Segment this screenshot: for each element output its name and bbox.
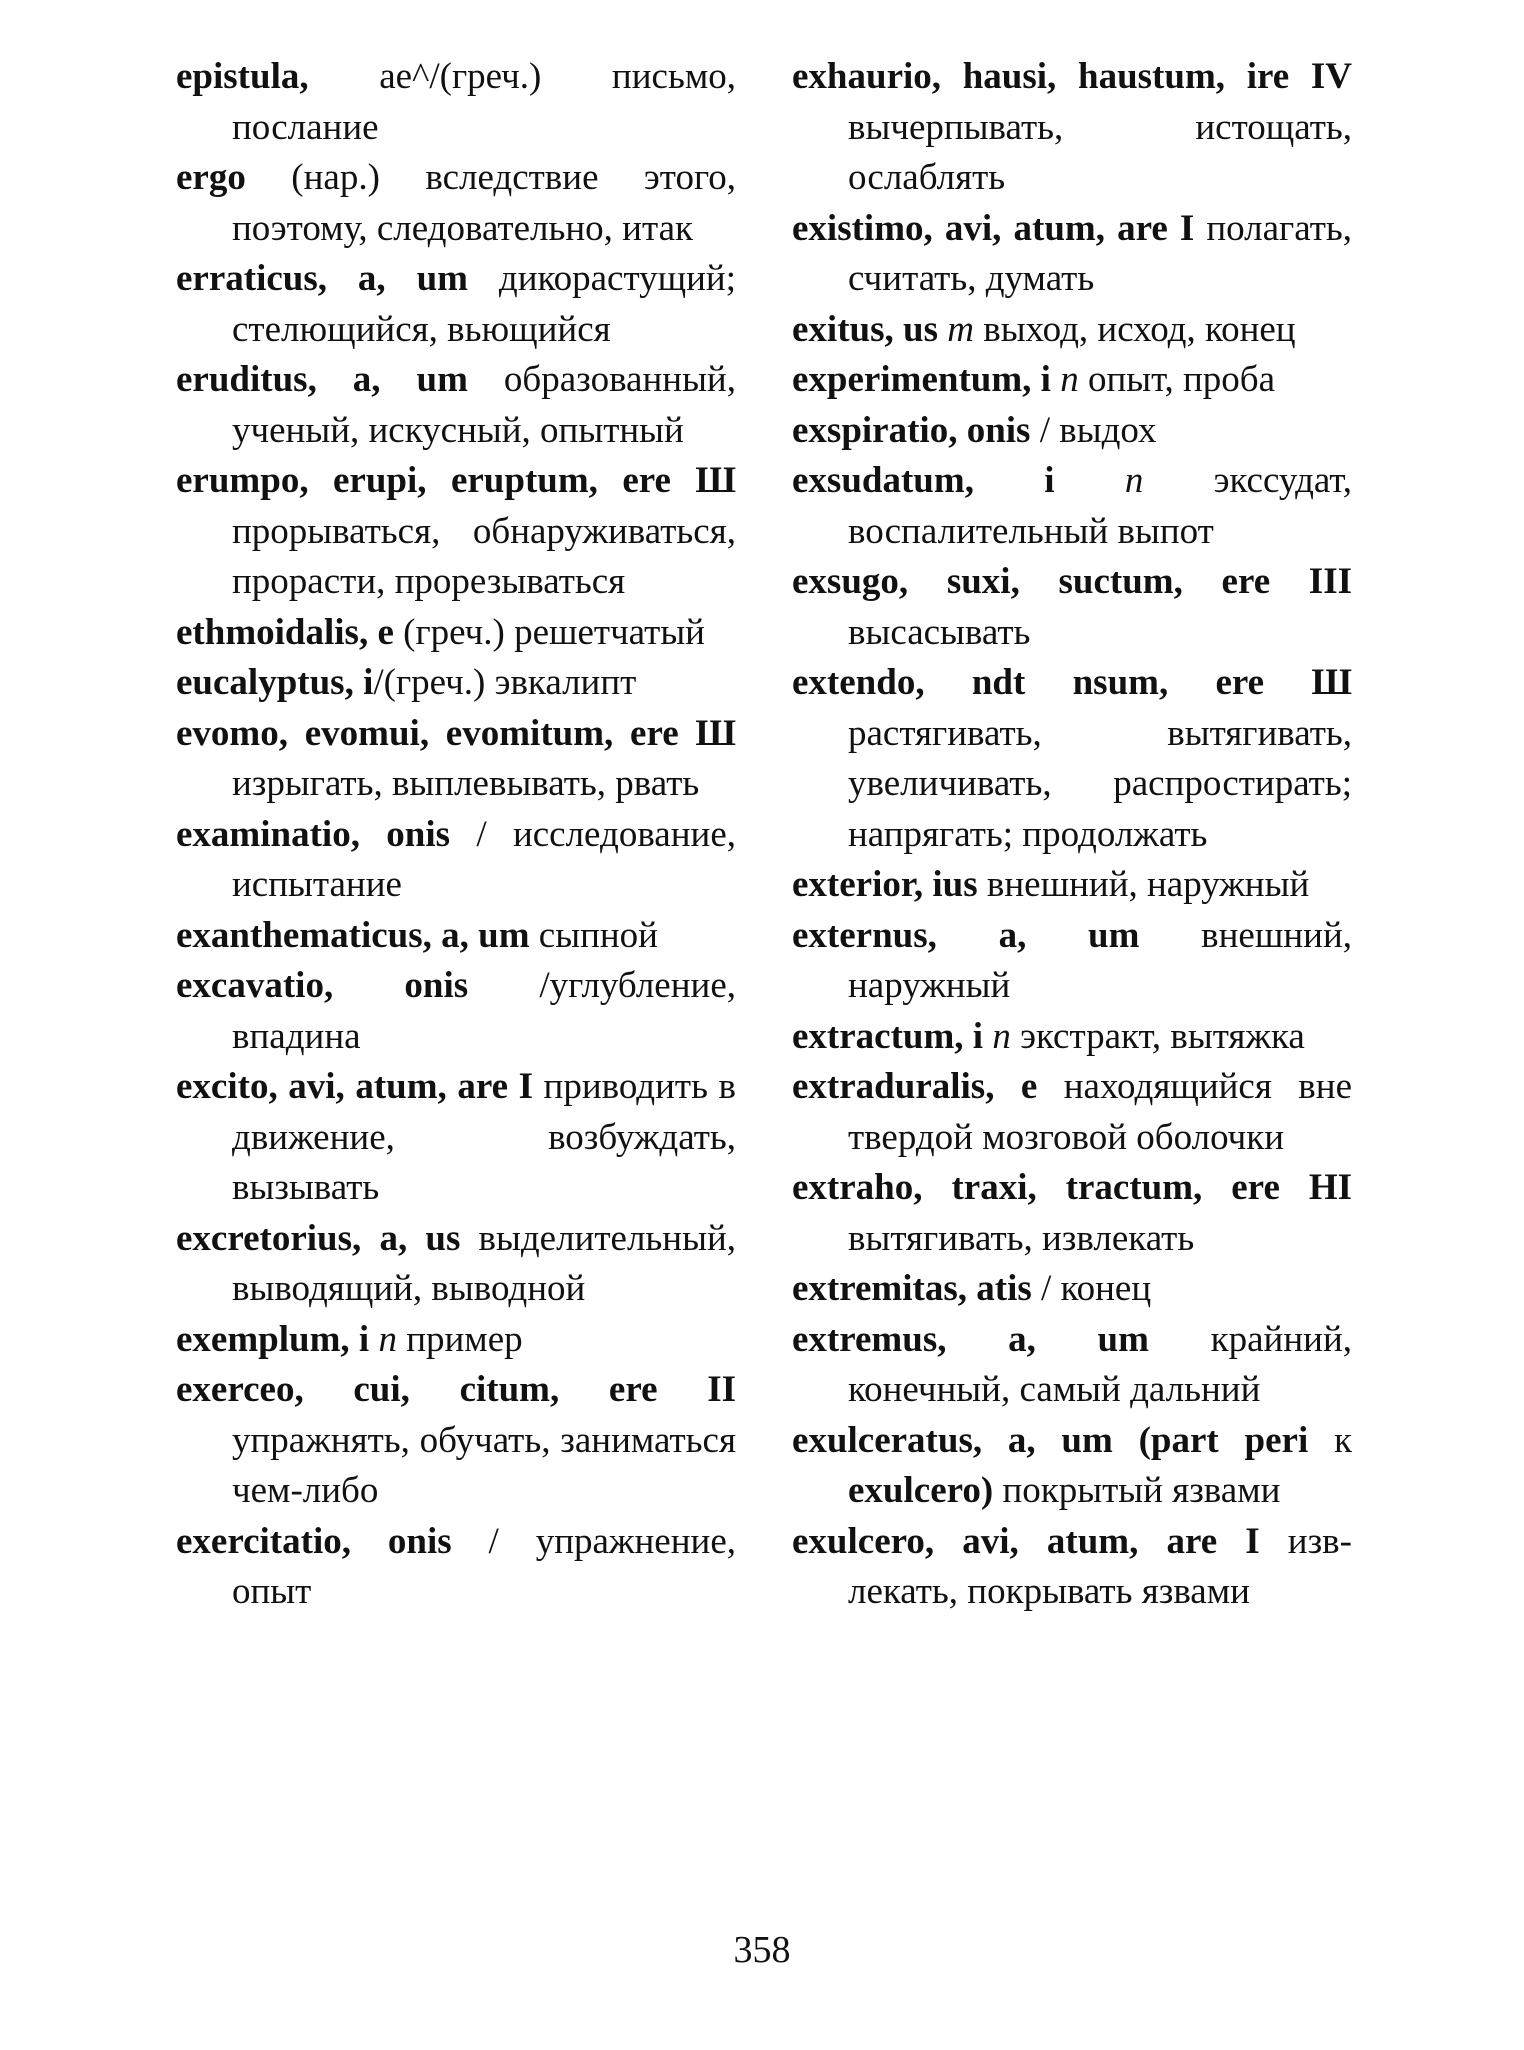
entry-headword: externus, a, um [792, 914, 1140, 956]
entry-headword: extractum, i [792, 1015, 984, 1057]
entry-gloss-continued: покрытый язвами [993, 1470, 1281, 1511]
entry-gender: n [983, 1015, 1011, 1057]
entry-gloss: извлекать, покрывать язвами [848, 1520, 1352, 1612]
dictionary-entry [176, 254, 736, 355]
entry-headword-ref: exulcero) [848, 1470, 994, 1511]
dictionary-entry [792, 1062, 1352, 1163]
dictionary-entry [792, 456, 1352, 557]
entry-gloss: находящийся вне твердой мозговой оболочки [848, 1066, 1352, 1158]
entry-headword: exspiratio, onis [792, 409, 1031, 451]
dictionary-entry [176, 658, 736, 709]
entry-gloss: опыт, проба [1078, 359, 1276, 400]
dictionary-entry [792, 1012, 1352, 1063]
entry-headword: extraduralis, е [792, 1066, 1038, 1107]
entry-gloss: (греч.) решетчатый [393, 611, 705, 653]
entry-gender: n [1050, 359, 1079, 400]
dictionary-entry [176, 608, 736, 659]
entry-headword: extremus, a, um [792, 1318, 1149, 1360]
entry-headword: existimo, avi, atum, are I [792, 207, 1195, 249]
dictionary-entry [176, 1517, 736, 1618]
entry-gloss: приводить в движение, возбуждать, вызывать [232, 1066, 736, 1208]
entry-headword: excito, avi, atum, are I [176, 1066, 533, 1107]
entry-gender: m [937, 308, 974, 350]
entry-gloss: упражнять, обучать, заниматься чем-либо [232, 1419, 736, 1511]
entry-headword: erraticus, a, um [176, 258, 468, 299]
dictionary-entry [176, 911, 736, 962]
entry-headword: exsudatum, i [792, 460, 1055, 501]
dictionary-entry [176, 961, 736, 1062]
entry-gloss: экссудат, воспалительный выпот [848, 460, 1353, 552]
entry-headword: exanthematicus, a, um [176, 914, 530, 956]
entry-headword: exemplum, i [176, 1318, 370, 1360]
entry-headword: eruditus, a, um [176, 359, 468, 400]
dictionary-entry [176, 709, 736, 810]
dictionary-entry [792, 204, 1352, 305]
entry-headword: excavatio, onis [176, 965, 469, 1006]
entry-headword: exitus, us [792, 308, 938, 350]
entry-headword: exercitatio, onis [176, 1520, 452, 1562]
dictionary-entry [176, 1315, 736, 1366]
dictionary-entry [176, 355, 736, 456]
entry-headword: extendo, ndt nsum, ere Ш [792, 662, 1352, 703]
dictionary-entry [792, 1264, 1352, 1315]
entry-headword: experimentum, i [792, 359, 1051, 400]
entry-gloss: крайний, конечный, самый дальний [848, 1318, 1352, 1410]
entry-gloss: дикорастущий; стелющийся, вьющийся [232, 258, 736, 350]
entry-gloss: / исследование, испытание [232, 813, 736, 905]
entry-gloss: ae^/(греч.) письмо, послание [232, 56, 736, 148]
dictionary-entry [792, 52, 1352, 204]
page-number: 358 [733, 1929, 791, 1971]
dictionary-entry [176, 1214, 736, 1315]
entry-gender: n [1054, 460, 1144, 501]
entry-gloss: пример [396, 1318, 523, 1360]
entry-gloss: выделительный, выводящий, выводной [232, 1217, 736, 1309]
left-column [176, 52, 736, 1618]
entry-headword: exulceratus, a, um (part peri [792, 1419, 1309, 1461]
dictionary-entry [176, 1062, 736, 1214]
right-column [792, 52, 1352, 1618]
dictionary-entry [792, 305, 1352, 356]
entry-headword: excretorius, a, us [176, 1217, 461, 1259]
entry-headword: ergo [176, 157, 246, 198]
entry-headword: eucalyptus, i [176, 662, 374, 703]
entry-headword: exulcero, avi, atum, are I [792, 1520, 1260, 1562]
dictionary-entry [176, 810, 736, 911]
dictionary-entry [792, 406, 1352, 457]
entry-headword: extremitas, atis [792, 1268, 1032, 1309]
dictionary-entry [792, 911, 1352, 1012]
entry-headword: exerceo, cui, citum, ere II [176, 1369, 736, 1410]
entry-gender: n [369, 1318, 397, 1360]
entry-headword: extraho, traxi, tractum, ere HI [792, 1167, 1352, 1208]
entry-gloss: /(греч.) эвкалипт [373, 662, 637, 703]
dictionary-entry [176, 153, 736, 254]
entry-gloss: внешний, наружный [977, 864, 1310, 905]
dictionary-entry [792, 1416, 1352, 1517]
entry-headword: epistula, [176, 56, 309, 97]
entry-gloss: изрыгать, выплевывать, рвать [232, 763, 700, 804]
entry-gloss: / выдох [1030, 409, 1157, 451]
dictionary-entry [792, 1163, 1352, 1264]
entry-gloss: полагать, считать, думать [848, 207, 1352, 299]
entry-gloss: высасывать [848, 611, 1031, 653]
entry-headword: examinatio, onis [176, 813, 451, 855]
entry-gloss: прорываться, обнаруживаться, прорасти, прорезываться [232, 510, 736, 602]
entry-headword: ethmoidalis, е [176, 611, 394, 653]
entry-gloss: / упражнение, опыт [232, 1520, 736, 1612]
entry-headword: erumpo, erupi, eruptum, ere Ш [176, 460, 736, 501]
entry-gloss: растягивать, вытягивать, увеличивать, распростирать; напрягать; продолжать [848, 712, 1352, 855]
entry-gloss: вычерпывать, истощать, ослаблять [848, 106, 1352, 198]
dictionary-entry [792, 355, 1352, 406]
dictionary-entry [176, 52, 736, 153]
entry-gloss: к [1308, 1419, 1352, 1461]
entry-gloss: /углубление, впадина [232, 965, 736, 1057]
entry-gloss: (нар.) вследствие этого, поэтому, следовательно, итак [232, 157, 736, 249]
entry-gloss: экстракт, вытяжка [1010, 1015, 1305, 1057]
entry-gloss: внешний, наружный [848, 914, 1352, 1006]
entry-gloss: образованный, ученый, искусный, опытный [232, 359, 736, 451]
entry-headword: exsugo, suxi, suctum, ere III [792, 561, 1352, 602]
entry-headword: evomo, evomui, evomitum, ere Ш [176, 712, 736, 754]
dictionary-entry [792, 658, 1352, 860]
entry-gloss: вытягивать, извлекать [848, 1217, 1195, 1259]
entry-headword: exterior, ius [792, 864, 978, 905]
dictionary-entry [792, 860, 1352, 911]
dictionary-entry [792, 1517, 1352, 1618]
entry-gloss: сыпной [529, 914, 658, 956]
entry-gloss: / конец [1031, 1268, 1152, 1309]
dictionary-entry [792, 1315, 1352, 1416]
entry-gloss: выход, исход, конец [973, 308, 1296, 350]
dictionary-entry [176, 1365, 736, 1517]
entry-headword: exhaurio, hausi, haustum, ire IV [792, 56, 1352, 97]
dictionary-entry [176, 456, 736, 608]
dictionary-entry [792, 557, 1352, 658]
